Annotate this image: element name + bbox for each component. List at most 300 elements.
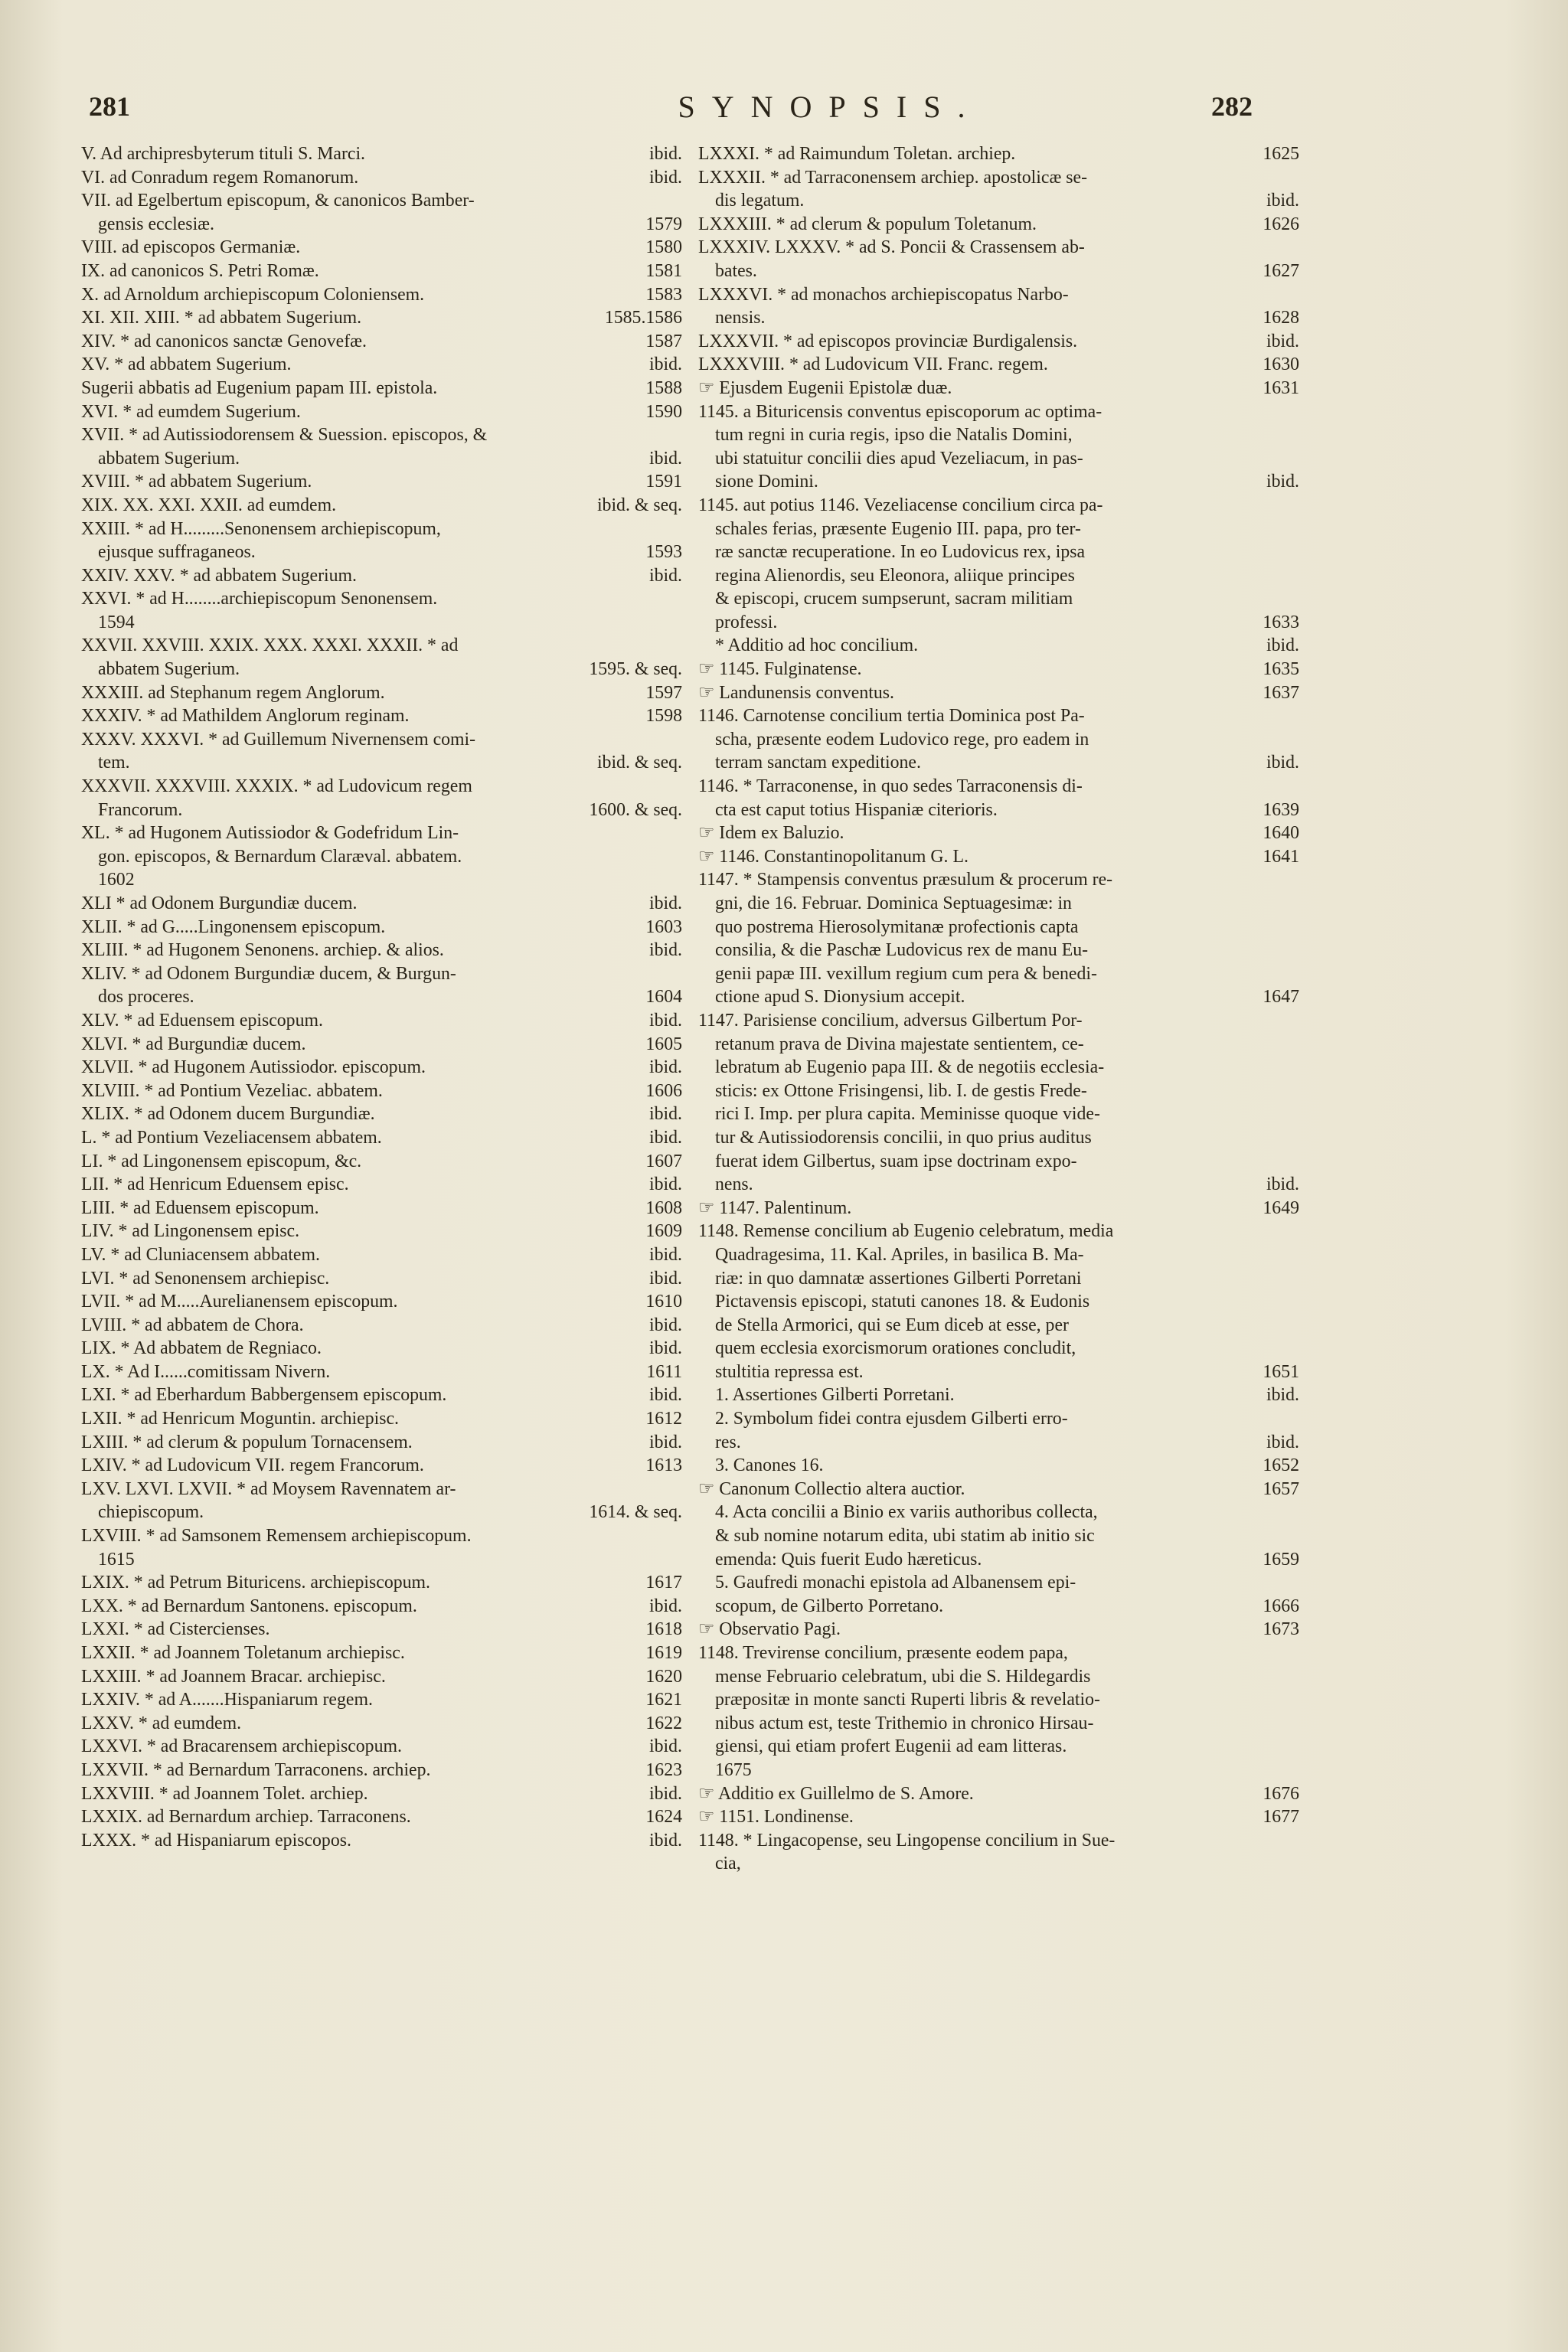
entry-text: LXXXI. * ad Raimundum Toletan. archiep. xyxy=(698,144,1016,164)
entry-page-ref: 1606 xyxy=(645,1080,682,1101)
entry-page-ref: 1612 xyxy=(645,1409,682,1429)
index-entry xyxy=(715,1314,1299,1338)
entry-page-ref: 1595. & seq. xyxy=(589,659,682,680)
index-entry xyxy=(81,1431,682,1455)
entry-text: LIX. * Ad abbatem de Regniaco. xyxy=(81,1338,322,1359)
entry-text: ☞ 1146. Constantinopolitanum G. L. xyxy=(698,846,969,867)
index-entry xyxy=(715,306,1299,330)
entry-text: LXXXII. * ad Tarraconensem archiep. apostolicæ se- xyxy=(698,167,1088,188)
entry-text: LXXVI. * ad Bracarensem archiepiscopum. xyxy=(81,1736,402,1757)
index-entry xyxy=(81,564,682,588)
entry-page-ref: ibid. xyxy=(649,1268,682,1289)
index-entry xyxy=(81,1829,682,1853)
index-entry xyxy=(81,1290,682,1314)
entry-text: LXXXIII. * ad clerum & populum Toletanum. xyxy=(698,214,1037,234)
index-entry xyxy=(98,868,682,892)
index-entry xyxy=(81,1243,682,1267)
entry-text: LX. * Ad I......comitissam Nivern. xyxy=(81,1361,331,1382)
entry-page-ref: 1608 xyxy=(645,1197,682,1218)
entry-text: gni, die 16. Februar. Dominica Septuagesimæ: in xyxy=(715,893,1072,913)
entry-text: Sugerii abbatis ad Eugenium papam III. epistola. xyxy=(81,377,438,398)
entry-text: riæ: in quo damnatæ assertiones Gilberti Porretani xyxy=(715,1268,1082,1289)
index-entry xyxy=(81,1126,682,1150)
entry-text: XIX. XX. XXI. XXII. ad eumdem. xyxy=(81,495,337,515)
index-entry xyxy=(81,1571,682,1595)
index-entry xyxy=(715,1033,1299,1057)
entry-page-ref: 1588 xyxy=(645,377,682,398)
entry-page-ref: 1593 xyxy=(645,542,682,563)
index-entry xyxy=(698,845,1299,869)
index-entry xyxy=(715,587,1299,611)
entry-text: LVII. * ad M.....Aurelianensem episcopum. xyxy=(81,1292,398,1312)
index-entry xyxy=(698,1829,1299,1853)
entry-text: quem ecclesia exorcismorum orationes concludit, xyxy=(715,1338,1076,1359)
entry-page-ref: 1652 xyxy=(1263,1455,1299,1476)
index-entry xyxy=(715,1548,1299,1572)
entry-text: ☞ Observatio Pagi. xyxy=(698,1619,841,1640)
index-entry xyxy=(715,1759,1299,1782)
page-number-left: 281 xyxy=(89,91,130,122)
entry-text: ☞ Landunensis conventus. xyxy=(698,682,894,703)
entry-text: XXVI. * ad H........archiepiscopum Senonensem. xyxy=(81,589,438,609)
entry-text: genii papæ III. vexillum regium cum pera & benedi- xyxy=(715,963,1097,984)
entry-text: XXXVII. XXXVIII. XXXIX. * ad Ludovicum regem xyxy=(81,776,472,797)
index-entry xyxy=(715,1501,1299,1524)
entry-page-ref: 1677 xyxy=(1263,1807,1299,1828)
index-entry xyxy=(715,423,1299,447)
entry-text: sticis: ex Ottone Frisingensi, lib. I. de gestis Frede- xyxy=(715,1080,1087,1101)
entry-page-ref: ibid. xyxy=(1266,191,1299,211)
entry-text: 2. Symbolum fidei contra ejusdem Gilberti erro- xyxy=(715,1409,1068,1429)
entry-page-ref: 1637 xyxy=(1263,682,1299,703)
entry-text: 1594 xyxy=(98,612,135,632)
entry-page-ref: 1623 xyxy=(645,1759,682,1780)
entry-text: res. xyxy=(715,1432,741,1452)
entry-page-ref: 1618 xyxy=(645,1619,682,1640)
entry-text: LXVIII. * ad Samsonem Remensem archiepiscopum. xyxy=(81,1526,472,1547)
entry-page-ref: ibid. xyxy=(649,1127,682,1148)
entry-page-ref: 1673 xyxy=(1263,1619,1299,1640)
entry-page-ref: 1591 xyxy=(645,472,682,492)
entry-text: XLIII. * ad Hugonem Senonens. archiep. & alios. xyxy=(81,940,444,961)
index-entry xyxy=(81,1665,682,1689)
index-entry xyxy=(715,1383,1299,1407)
index-entry xyxy=(81,704,682,728)
index-entry xyxy=(81,1033,682,1057)
index-entry xyxy=(698,1618,1299,1642)
index-entry xyxy=(698,704,1299,728)
index-entry xyxy=(81,494,682,518)
entry-text: ☞ Idem ex Baluzio. xyxy=(698,823,844,844)
index-entry xyxy=(715,1337,1299,1361)
index-entry xyxy=(698,377,1299,400)
entry-page-ref: ibid. xyxy=(649,565,682,586)
index-entry xyxy=(715,962,1299,986)
index-entry xyxy=(98,751,682,775)
index-entry xyxy=(715,1361,1299,1384)
index-entry xyxy=(81,1524,682,1548)
entry-text: LXXX. * ad Hispaniarum episcopos. xyxy=(81,1830,351,1851)
index-entry xyxy=(81,1782,682,1806)
index-entry xyxy=(715,518,1299,541)
entry-page-ref: 1598 xyxy=(645,706,682,727)
entry-text: XLV. * ad Eduensem episcopum. xyxy=(81,1010,323,1031)
entry-page-ref: 1624 xyxy=(645,1807,682,1828)
index-entry xyxy=(81,1454,682,1478)
entry-text: XLII. * ad G.....Lingonensem episcopum. xyxy=(81,916,386,937)
index-entry xyxy=(715,634,1299,658)
entry-text: LXXV. * ad eumdem. xyxy=(81,1713,242,1733)
index-entry xyxy=(715,1454,1299,1478)
entry-text: LXIII. * ad clerum & populum Tornacensem. xyxy=(81,1432,413,1452)
entry-page-ref: 1635 xyxy=(1263,659,1299,680)
index-entry xyxy=(715,728,1299,752)
entry-page-ref: ibid. xyxy=(1266,1432,1299,1452)
index-entry xyxy=(81,353,682,377)
index-entry xyxy=(715,916,1299,939)
entry-text: nens. xyxy=(715,1174,753,1195)
entry-text: ☞ 1145. Fulginatense. xyxy=(698,659,862,680)
entry-page-ref: 1614. & seq. xyxy=(589,1502,682,1523)
entry-text: XXIII. * ad H.........Senonensem archiepiscopum, xyxy=(81,518,441,539)
entry-text: lebratum ab Eugenio papa III. & de negotiis ecclesia- xyxy=(715,1057,1105,1078)
index-entry xyxy=(715,1290,1299,1314)
entry-page-ref: ibid. & seq. xyxy=(596,753,682,773)
entry-text: LXXXIV. LXXXV. * ad S. Poncii & Crassensem ab- xyxy=(698,237,1085,258)
index-entry xyxy=(715,1431,1299,1455)
index-entry xyxy=(698,494,1299,518)
index-entry xyxy=(81,1642,682,1665)
entry-text: LXXXVI. * ad monachos archiepiscopatus Narbo- xyxy=(698,284,1069,305)
entry-page-ref: ibid. xyxy=(649,1432,682,1452)
entry-text: ☞ Additio ex Guillelmo de S. Amore. xyxy=(698,1783,974,1804)
entry-text: emenda: Quis fuerit Eudo hæreticus. xyxy=(715,1549,982,1570)
entry-page-ref: ibid. xyxy=(649,1174,682,1195)
index-entry xyxy=(698,283,1299,307)
index-entry xyxy=(715,541,1299,564)
index-entry xyxy=(715,564,1299,588)
index-entry xyxy=(715,1126,1299,1150)
index-entry xyxy=(98,1548,682,1572)
entry-text: 1615 xyxy=(98,1549,135,1570)
entry-text: gensis ecclesiæ. xyxy=(98,214,214,234)
index-entry xyxy=(81,916,682,939)
entry-text: XVIII. * ad abbatem Sugerium. xyxy=(81,472,312,492)
index-entry xyxy=(81,1712,682,1736)
entry-text: quo postrema Hierosolymitanæ profectionis capta xyxy=(715,916,1079,937)
index-entry xyxy=(81,377,682,400)
entry-text: VIII. ad episcopos Germaniæ. xyxy=(81,237,301,258)
entry-page-ref: ibid. xyxy=(649,1596,682,1616)
entry-page-ref: 1628 xyxy=(1263,308,1299,328)
entry-page-ref: 1585.1586 xyxy=(604,308,682,328)
entry-text: Francorum. xyxy=(98,799,183,820)
entry-text: nibus actum est, teste Trithemio in chronico Hirsau- xyxy=(715,1713,1094,1733)
entry-text: tem. xyxy=(98,753,130,773)
entry-text: LIV. * ad Lingonensem episc. xyxy=(81,1221,300,1242)
entry-text: LV. * ad Cluniacensem abbatem. xyxy=(81,1244,320,1265)
entry-page-ref: ibid. xyxy=(1266,1174,1299,1195)
entry-page-ref: ibid. xyxy=(649,1010,682,1031)
index-entry xyxy=(81,1759,682,1782)
index-entry xyxy=(715,260,1299,283)
entry-text: abbatem Sugerium. xyxy=(98,659,240,680)
index-entry xyxy=(81,400,682,424)
entry-text: XLIX. * ad Odonem ducem Burgundiæ. xyxy=(81,1104,375,1125)
entry-text: * Additio ad hoc concilium. xyxy=(715,635,919,656)
entry-text: 1147. * Stampensis conventus præsulum & procerum re- xyxy=(698,870,1113,890)
entry-text: LXXVII. * ad Bernardum Tarraconens. archiep. xyxy=(81,1759,431,1780)
index-entry xyxy=(81,166,682,190)
index-entry xyxy=(81,470,682,494)
entry-page-ref: ibid. xyxy=(649,1830,682,1851)
index-entry xyxy=(715,447,1299,471)
entry-page-ref: 1651 xyxy=(1263,1361,1299,1382)
entry-page-ref: 1626 xyxy=(1263,214,1299,234)
entry-text: præpositæ in monte sancti Ruperti libris & revelatio- xyxy=(715,1690,1100,1710)
entry-text: IX. ad canonicos S. Petri Romæ. xyxy=(81,260,319,281)
entry-page-ref: 1611 xyxy=(646,1361,682,1382)
index-entry xyxy=(698,213,1299,237)
entry-page-ref: 1583 xyxy=(645,284,682,305)
index-entry xyxy=(98,658,682,681)
entry-text: scha, præsente eodem Ludovico rege, pro eadem in xyxy=(715,729,1089,750)
entry-text: retanum prava de Divina majestate sentientem, ce- xyxy=(715,1034,1084,1054)
index-entry xyxy=(81,1080,682,1103)
index-entry xyxy=(81,962,682,986)
entry-text: VI. ad Conradum regem Romanorum. xyxy=(81,167,359,188)
entry-text: cta est caput totius Hispaniæ citerioris. xyxy=(715,799,998,820)
index-entry xyxy=(81,1805,682,1829)
index-entry xyxy=(715,1735,1299,1759)
index-entry xyxy=(715,189,1299,213)
index-entry xyxy=(715,892,1299,916)
entry-text: giensi, qui etiam profert Eugenii ad eam litteras. xyxy=(715,1736,1067,1757)
entry-text: XXXV. XXXVI. * ad Guillemum Nivernensem comi- xyxy=(81,729,476,750)
index-entry xyxy=(81,1337,682,1361)
index-entry xyxy=(81,330,682,354)
entry-page-ref: 1590 xyxy=(645,401,682,422)
index-entry xyxy=(698,822,1299,845)
entry-page-ref: ibid. xyxy=(649,144,682,164)
index-entry xyxy=(81,939,682,962)
entry-text: L. * ad Pontium Vezeliacensem abbatem. xyxy=(81,1127,382,1148)
entry-text: LXXIX. ad Bernardum archiep. Tarraconens. xyxy=(81,1807,411,1828)
entry-text: regina Alienordis, seu Eleonora, aliique principes xyxy=(715,565,1075,586)
entry-text: 1147. Parisiense concilium, adversus Gilbertum Por- xyxy=(698,1010,1083,1031)
entry-page-ref: 1579 xyxy=(645,214,682,234)
index-entry xyxy=(715,1712,1299,1736)
entry-page-ref: 1639 xyxy=(1263,799,1299,820)
entry-text: LXIV. * ad Ludovicum VII. regem Francorum. xyxy=(81,1455,424,1476)
entry-text: XVII. * ad Autissiodorensem & Suession. episcopos, & xyxy=(81,425,488,446)
entry-page-ref: 1600. & seq. xyxy=(589,799,682,820)
index-entry xyxy=(81,892,682,916)
entry-text: dos proceres. xyxy=(98,987,194,1008)
entry-text: XLIV. * ad Odonem Burgundiæ ducem, & Burgun- xyxy=(81,963,456,984)
index-entry xyxy=(98,447,682,471)
index-entry xyxy=(81,1197,682,1220)
entry-page-ref: 1633 xyxy=(1263,612,1299,632)
entry-page-ref: ibid. xyxy=(1266,331,1299,351)
entry-text: nensis. xyxy=(715,308,766,328)
index-entry xyxy=(98,985,682,1009)
index-entry xyxy=(698,868,1299,892)
entry-page-ref: 1666 xyxy=(1263,1596,1299,1616)
entry-page-ref: 1617 xyxy=(645,1573,682,1593)
entry-text: 4. Acta concilii a Binio ex variis authoribus collecta, xyxy=(715,1502,1098,1523)
entry-page-ref: 1676 xyxy=(1263,1783,1299,1804)
index-entry xyxy=(81,306,682,330)
entry-page-ref: 1604 xyxy=(645,987,682,1008)
index-entry xyxy=(698,681,1299,705)
index-entry xyxy=(715,1267,1299,1291)
index-entry xyxy=(81,1361,682,1384)
index-entry xyxy=(81,728,682,752)
entry-page-ref: ibid. xyxy=(1266,1385,1299,1406)
entry-text: LXV. LXVI. LXVII. * ad Moysem Ravennatem ar- xyxy=(81,1478,456,1499)
entry-page-ref: 1641 xyxy=(1263,846,1299,867)
index-entry xyxy=(81,822,682,845)
index-entry xyxy=(698,775,1299,799)
entry-text: LXI. * ad Eberhardum Babbergensem episcopum. xyxy=(81,1385,447,1406)
entry-page-ref: ibid. xyxy=(649,940,682,961)
entry-text: 1148. Remense concilium ab Eugenio celebratum, media xyxy=(698,1221,1114,1242)
entry-text: & episcopi, crucem sumpserunt, sacram militiam xyxy=(715,589,1073,609)
index-entry xyxy=(715,1080,1299,1103)
entry-text: XLI * ad Odonem Burgundiæ ducem. xyxy=(81,893,358,913)
index-entry xyxy=(81,142,682,166)
index-entry xyxy=(715,1688,1299,1712)
index-entry xyxy=(98,611,682,635)
index-entry xyxy=(81,518,682,541)
entry-text: ræ sanctæ recuperatione. In eo Ludovicus rex, ipsa xyxy=(715,542,1086,563)
entry-page-ref: ibid. xyxy=(649,1338,682,1359)
index-entry xyxy=(715,470,1299,494)
entry-text: bates. xyxy=(715,260,757,281)
entry-text: LXIX. * ad Petrum Bituricens. archiepiscopum. xyxy=(81,1573,430,1593)
entry-text: mense Februario celebratum, ubi die S. Hildegardis xyxy=(715,1666,1091,1687)
index-entry xyxy=(81,283,682,307)
entry-text: abbatem Sugerium. xyxy=(98,448,240,469)
entry-page-ref: 1657 xyxy=(1263,1478,1299,1499)
entry-text: ejusque suffraganeos. xyxy=(98,542,256,563)
index-entry xyxy=(81,260,682,283)
entry-page-ref: ibid. xyxy=(649,1057,682,1078)
index-entry xyxy=(81,423,682,447)
left-column xyxy=(81,142,682,1852)
index-entry xyxy=(715,1056,1299,1080)
index-entry xyxy=(81,1314,682,1338)
index-entry xyxy=(81,1595,682,1619)
entry-text: XL. * ad Hugonem Autissiodor & Godefridum Lin- xyxy=(81,823,459,844)
entry-page-ref: 1630 xyxy=(1263,354,1299,375)
entry-text: LXXVIII. * ad Joannem Tolet. archiep. xyxy=(81,1783,368,1804)
entry-text: scopum, de Gilberto Porretano. xyxy=(715,1596,944,1616)
entry-page-ref: ibid. xyxy=(1266,753,1299,773)
entry-text: stultitia repressa est. xyxy=(715,1361,864,1382)
index-entry xyxy=(81,1102,682,1126)
index-entry xyxy=(715,1102,1299,1126)
entry-page-ref: ibid. xyxy=(649,893,682,913)
index-entry xyxy=(98,213,682,237)
entry-text: LXXIV. * ad A.......Hispaniarum regem. xyxy=(81,1690,373,1710)
entry-text: LXII. * ad Henricum Moguntin. archiepisc. xyxy=(81,1409,400,1429)
entry-text: ctione apud S. Dionysium accepit. xyxy=(715,987,965,1008)
entry-text: LXXII. * ad Joannem Toletanum archiepisc. xyxy=(81,1643,405,1663)
entry-text: 1. Assertiones Gilberti Porretani. xyxy=(715,1385,955,1406)
index-entry xyxy=(81,1407,682,1431)
index-entry xyxy=(715,1173,1299,1197)
entry-text: ☞ 1151. Londinense. xyxy=(698,1807,854,1828)
entry-text: & sub nomine notarum edita, ubi statim ab initio sic xyxy=(715,1526,1095,1547)
entry-text: LVIII. * ad abbatem de Chora. xyxy=(81,1315,304,1335)
entry-page-ref: ibid. & seq. xyxy=(596,495,682,515)
entry-page-ref: 1627 xyxy=(1263,260,1299,281)
entry-text: LXX. * ad Bernardum Santonens. episcopum. xyxy=(81,1596,417,1616)
entry-text: 1148. Trevirense concilium, præsente eodem papa, xyxy=(698,1643,1068,1663)
page-title: SYNOPSIS. xyxy=(678,90,982,124)
index-entry xyxy=(715,1665,1299,1689)
index-entry xyxy=(81,1688,682,1712)
entry-text: 1148. * Lingacopense, seu Lingopense concilium in Sue- xyxy=(698,1830,1116,1851)
entry-page-ref: 1603 xyxy=(645,916,682,937)
entry-text: XVI. * ad eumdem Sugerium. xyxy=(81,401,301,422)
index-entry xyxy=(81,1267,682,1291)
entry-page-ref: 1619 xyxy=(645,1643,682,1663)
index-entry xyxy=(698,1009,1299,1033)
entry-text: XLVII. * ad Hugonem Autissiodor. episcopum. xyxy=(81,1057,426,1078)
entry-page-ref: ibid. xyxy=(649,1315,682,1335)
index-entry xyxy=(81,634,682,658)
entry-text: LXXXVIII. * ad Ludovicum VII. Franc. regem. xyxy=(698,354,1048,375)
index-entry xyxy=(98,1501,682,1524)
index-entry xyxy=(698,1642,1299,1665)
entry-text: XXXIV. * ad Mathildem Anglorum reginam. xyxy=(81,706,410,727)
entry-text: 1145. a Bituricensis conventus episcoporum ac optima- xyxy=(698,401,1102,422)
entry-page-ref: ibid. xyxy=(649,1783,682,1804)
entry-text: schales ferias, præsente Eugenio III. papa, pro ter- xyxy=(715,518,1081,539)
entry-page-ref: ibid. xyxy=(1266,635,1299,656)
entry-text: LVI. * ad Senonensem archiepisc. xyxy=(81,1268,330,1289)
entry-page-ref: 1580 xyxy=(645,237,682,258)
index-entry xyxy=(698,1805,1299,1829)
entry-text: gon. episcopos, & Bernardum Claræval. abbatem. xyxy=(98,846,462,867)
entry-text: LXXI. * ad Cistercienses. xyxy=(81,1619,270,1640)
entry-text: ☞ Ejusdem Eugenii Epistolæ duæ. xyxy=(698,377,952,398)
entry-text: 1602 xyxy=(98,870,135,890)
entry-text: dis legatum. xyxy=(715,191,805,211)
entry-page-ref: ibid. xyxy=(649,1104,682,1125)
entry-text: de Stella Armorici, qui se Eum diceb at esse, per xyxy=(715,1315,1069,1335)
index-entry xyxy=(81,1150,682,1174)
entry-text: LXXIII. * ad Joannem Bracar. archiepisc. xyxy=(81,1666,386,1687)
index-entry xyxy=(698,353,1299,377)
entry-page-ref: 1647 xyxy=(1263,987,1299,1008)
entry-page-ref: 1587 xyxy=(645,331,682,351)
index-entry xyxy=(81,681,682,705)
entry-text: XXVII. XXVIII. XXIX. XXX. XXXI. XXXII. * ad xyxy=(81,635,459,656)
index-entry xyxy=(81,1478,682,1501)
index-entry xyxy=(98,541,682,564)
index-entry xyxy=(715,1524,1299,1548)
entry-text: fuerat idem Gilbertus, suam ipse doctrinam expo- xyxy=(715,1151,1077,1171)
entry-text: Quadragesima, 11. Kal. Apriles, in basilica B. Ma- xyxy=(715,1244,1084,1265)
entry-text: LI. * ad Lingonensem episcopum, &c. xyxy=(81,1151,362,1171)
entry-text: 1146. * Tarraconense, in quo sedes Tarraconensis di- xyxy=(698,776,1083,797)
index-entry xyxy=(698,236,1299,260)
entry-page-ref: ibid. xyxy=(1266,472,1299,492)
